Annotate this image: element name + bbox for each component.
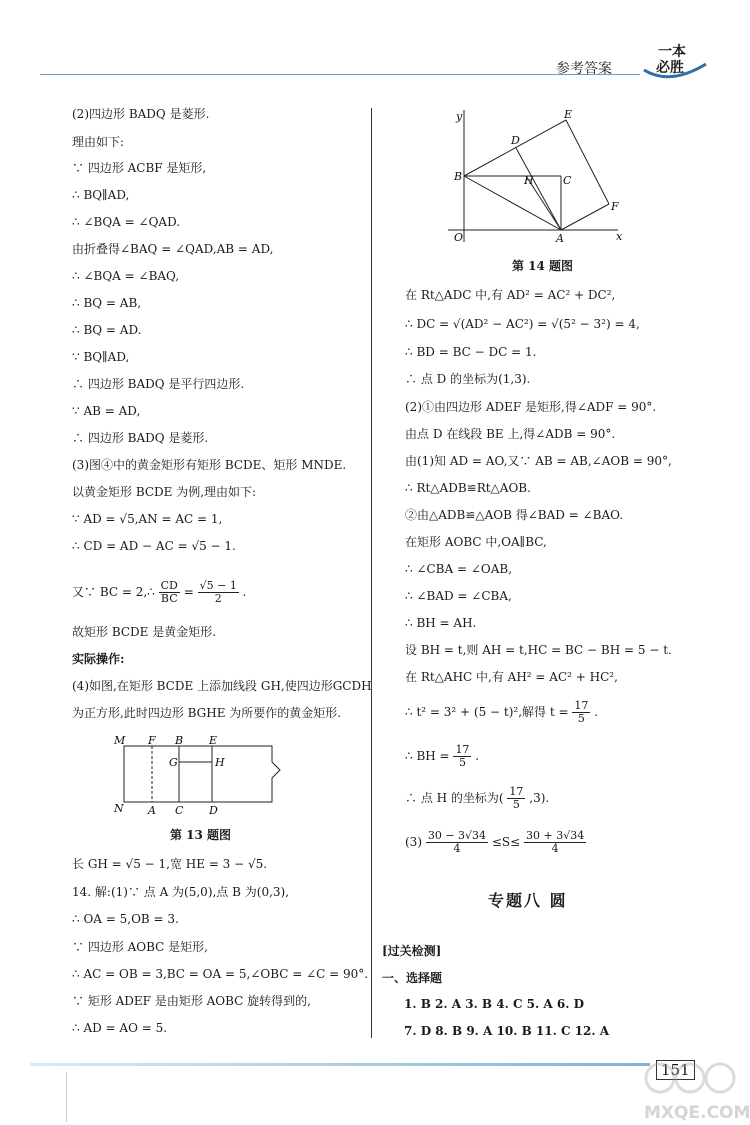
frac2-prefix: ∴ t² = 3² + (5 − t)²,解得 t = — [405, 705, 569, 719]
right-line: ∴ ∠CBA = ∠OAB, — [405, 562, 513, 576]
fraction-line-4 — [405, 786, 549, 811]
left-line: 以黄金矩形 BCDE 为例,理由如下: — [72, 485, 257, 499]
frac1-num2: √5 − 1 — [199, 579, 237, 592]
frac2-num: 17 — [574, 699, 589, 712]
fig14-label-b: B — [454, 170, 463, 183]
fraction-line-1 — [72, 580, 246, 605]
frac4-prefix: ∴ 点 H 的坐标为( — [405, 791, 504, 805]
fraction-17-5 — [507, 786, 525, 811]
right-line: ∴ Rt△ADB≌Rt△AOB. — [405, 481, 531, 495]
fraction-line-2 — [405, 700, 598, 725]
fraction-lower-bound — [426, 830, 488, 855]
fig13-label-c: C — [175, 804, 184, 817]
figure-14-caption: 第 14 题图 — [512, 259, 574, 273]
fig14-label-h: H — [524, 174, 534, 187]
frac4-suffix: ,3). — [529, 791, 550, 805]
left-line: ∵ 四边形 ACBF 是矩形, — [72, 161, 207, 175]
right-line: ②由△ADB≌△AOB 得∠BAD = ∠BAO. — [405, 508, 624, 522]
fraction-cd-bc — [159, 580, 180, 605]
column-divider — [371, 108, 372, 1038]
figure-13-caption: 第 13 题图 — [170, 828, 232, 842]
left-line: ∴ OA = 5,OB = 3. — [72, 912, 179, 926]
fig13-label-d: D — [209, 804, 218, 817]
right-line: 在 Rt△AHC 中,有 AH² = AC² + HC², — [405, 670, 618, 684]
answer-row: 7. D 8. B 9. A 10. B 11. C 12. A — [404, 1024, 610, 1038]
fraction-17-5 — [572, 700, 590, 725]
frac1-num1: CD — [160, 579, 178, 592]
frac2-den: 5 — [577, 712, 585, 725]
frac1-prefix: 又∵ BC = 2,∴ — [72, 585, 155, 599]
frac3-prefix: ∴ BH = — [405, 749, 450, 763]
left-line: 14. 解:(1)∵ 点 A 为(5,0),点 B 为(0,3), — [72, 885, 290, 899]
right-line: ∴ DC = √(AD² − AC²) = √(5² − 3²) = 4, — [405, 317, 640, 331]
margin-rule — [66, 1072, 67, 1122]
left-line: ∴ ∠BQA = ∠QAD. — [72, 215, 181, 229]
right-line: 在矩形 AOBC 中,OA∥BC, — [405, 535, 547, 549]
fraction-upper-bound — [524, 830, 586, 855]
frac2-suffix: . — [594, 705, 599, 719]
left-line: ∴ AC = OB = 3,BC = OA = 5,∠OBC = ∠C = 90°. — [72, 967, 369, 981]
logo-text-1: 一本 — [658, 44, 686, 60]
frac1-den2: 2 — [214, 592, 222, 605]
fig14-label-c: C — [563, 174, 572, 187]
watermark-text: MXQE.COM — [644, 1103, 750, 1123]
left-line: ∵ 四边形 AOBC 是矩形, — [72, 940, 208, 954]
frac5-prefix: (3) — [405, 835, 422, 849]
frac3-num: 17 — [455, 743, 470, 756]
left-line: ∴ BQ = AB, — [72, 296, 142, 310]
fig13-label-e: E — [209, 734, 218, 747]
left-line: ∵ AD = √5,AN = AC = 1, — [72, 512, 223, 526]
fig14-label-e: E — [564, 108, 573, 121]
fig13-label-h: H — [215, 756, 225, 769]
left-line: ∴ BQ∥AD, — [72, 188, 130, 202]
fig13-label-f: F — [148, 734, 156, 747]
answer-row: 1. B 2. A 3. B 4. C 5. A 6. D — [404, 997, 584, 1011]
frac3-den: 5 — [458, 756, 466, 769]
frac5-den1: 4 — [453, 842, 461, 855]
left-line: ∴ BQ = AD. — [72, 323, 142, 337]
frac5-num2: 30 + 3√34 — [526, 829, 585, 842]
frac3-suffix: . — [475, 749, 480, 763]
page-number: 151 — [656, 1060, 695, 1080]
left-line: ∴ ∠BQA = ∠BAQ, — [72, 269, 180, 283]
left-line: ∵ 矩形 ADEF 是由矩形 AOBC 旋转得到的, — [72, 994, 311, 1008]
left-line: ∴ CD = AD − AC = √5 − 1. — [72, 539, 236, 553]
frac4-num: 17 — [509, 785, 524, 798]
right-line: ∴ ∠BAD = ∠CBA, — [405, 589, 512, 603]
left-subheading: 实际操作: — [72, 652, 125, 666]
right-line: 在 Rt△ADC 中,有 AD² = AC² + DC², — [405, 288, 616, 302]
header-rule — [40, 74, 640, 75]
fraction-line-5 — [405, 830, 586, 855]
fig13-label-n: N — [114, 802, 124, 815]
fraction-line-3 — [405, 744, 479, 769]
left-line: 由折叠得∠BAQ = ∠QAD,AB = AD, — [72, 242, 274, 256]
right-line: ∴ BD = BC − DC = 1. — [405, 345, 537, 359]
fig14-label-y: y — [456, 110, 463, 123]
left-line: ∵ AB = AD, — [72, 404, 141, 418]
left-line: 理由如下: — [72, 135, 125, 149]
frac5-num1: 30 − 3√34 — [427, 829, 487, 842]
fig14-label-o: O — [454, 231, 464, 244]
section-title: 专题八 圆 — [488, 891, 568, 910]
watermark-logo — [640, 1058, 750, 1124]
left-line: ∵ BQ∥AD, — [72, 350, 130, 364]
left-line: (3)图④中的黄金矩形有矩形 BCDE、矩形 MNDE. — [72, 458, 347, 472]
right-line: 设 BH = t,则 AH = t,HC = BC − BH = 5 − t. — [405, 643, 672, 657]
fig14-label-d: D — [511, 134, 520, 147]
fig14-label-x: x — [616, 230, 623, 243]
question-type-heading: 一、选择题 — [382, 971, 443, 985]
fraction-17-5 — [453, 744, 471, 769]
right-line: 由点 D 在线段 BE 上,得∠ADB = 90°. — [405, 427, 616, 441]
frac1-suffix: . — [242, 585, 247, 599]
left-line: (4)如图,在矩形 BCDE 上添加线段 GH,使四边形GCDH — [72, 679, 372, 693]
fig13-label-b: B — [175, 734, 184, 747]
right-line: 由(1)知 AD = AO,又∵ AB = AB,∠AOB = 90°, — [405, 454, 672, 468]
left-line: 长 GH = √5 − 1,宽 HE = 3 − √5. — [72, 857, 268, 871]
fraction-sqrt5 — [198, 580, 239, 605]
frac1-eq: = — [183, 585, 194, 599]
right-line: ∴ 点 D 的坐标为(1,3). — [405, 372, 531, 386]
fig13-label-g: G — [169, 756, 178, 769]
fig14-label-a: A — [556, 232, 564, 244]
logo-text-2: 必胜 — [656, 60, 684, 76]
footer-bar — [30, 1063, 650, 1066]
frac5-mid: ≤S≤ — [491, 835, 521, 849]
left-line: 为正方形,此时四边形 BGHE 为所要作的黄金矩形. — [72, 706, 342, 720]
brand-logo — [640, 40, 710, 86]
left-line: (2)四边形 BADQ 是菱形. — [72, 107, 210, 121]
left-line: ∴ 四边形 BADQ 是平行四边形. — [72, 377, 245, 391]
left-line: ∴ AD = AO = 5. — [72, 1021, 168, 1035]
fig14-label-f: F — [611, 200, 619, 213]
figure-14-diagram — [446, 104, 636, 244]
right-line: (2)①由四边形 ADEF 是矩形,得∠ADF = 90°. — [405, 400, 657, 414]
section-subtitle: [过关检测] — [382, 944, 442, 958]
left-line: ∴ 四边形 BADQ 是菱形. — [72, 431, 209, 445]
right-line: ∴ BH = AH. — [405, 616, 477, 630]
frac4-den: 5 — [512, 798, 520, 811]
frac1-den1: BC — [160, 592, 178, 605]
fig13-label-m: M — [114, 734, 126, 747]
figure-13-diagram — [112, 732, 292, 822]
header-title: 参考答案 — [556, 61, 612, 77]
frac5-den2: 4 — [551, 842, 559, 855]
left-line: 故矩形 BCDE 是黄金矩形. — [72, 625, 217, 639]
fig13-label-a: A — [148, 804, 156, 817]
